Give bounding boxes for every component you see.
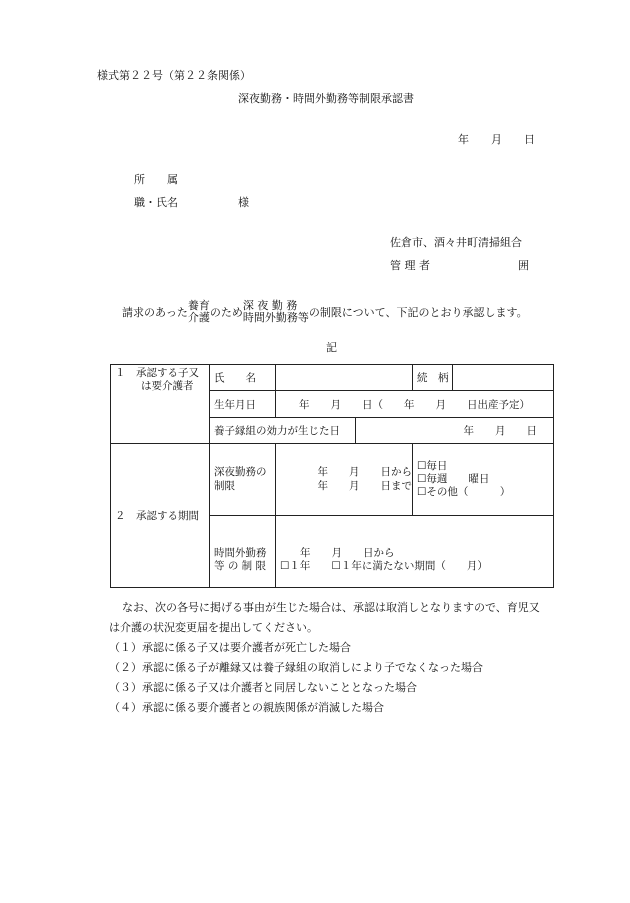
document-title: 深夜勤務・時間外勤務等制限承認書	[238, 92, 414, 105]
night-work-limit-label: 深夜勤務の 制限	[210, 444, 276, 516]
relation-field[interactable]	[453, 365, 554, 391]
table-row	[111, 444, 554, 516]
approval-table	[110, 364, 554, 588]
section2-label: ２ 承認する期間	[111, 444, 210, 588]
checkbox-daily[interactable]: ☐毎日	[417, 459, 448, 472]
night-work-period[interactable]: 年 月 日から 年 月 日まで	[276, 444, 413, 516]
care-type-options	[188, 300, 210, 324]
list-item: （３）承認に係る子又は介護者と同居しないこととなった場合	[109, 681, 417, 694]
seal-mark: 囲	[518, 259, 529, 272]
issuer-org: 佐倉市、酒々井町清掃組合	[390, 236, 522, 249]
checkbox-other[interactable]: ☐その他（ ）	[417, 486, 511, 499]
statement-pre: 請求のあった	[122, 305, 188, 319]
notes-intro-line2: は介護の状況変更届を提出してください。	[109, 621, 318, 634]
option-night-work: 深 夜 勤 務	[242, 299, 298, 312]
adoption-date-label: 養子縁組の効力が生じた日	[210, 418, 356, 444]
birth-date-label: 生年月日	[210, 391, 276, 418]
limit-type-options	[243, 300, 309, 324]
statement-post: の制限について、下記のとおり承認します。	[308, 305, 528, 319]
affiliation-label: 所 属	[134, 173, 178, 186]
overtime-limit-label: 時間外勤務 等 の 制 限	[210, 516, 276, 588]
checkbox-weekly[interactable]: ☐毎週 曜日	[417, 472, 490, 485]
relation-field-label: 続 柄	[413, 365, 453, 391]
approval-statement	[122, 300, 528, 324]
section1-label: １ 承認する子又 は要介護者	[111, 365, 210, 444]
form-id: 様式第２２号（第２２条関係）	[97, 69, 251, 82]
name-label: 職・氏名	[134, 196, 178, 209]
table-row	[111, 365, 554, 391]
option-childcare: 養育	[187, 299, 210, 312]
honorific: 様	[238, 196, 249, 209]
option-overtime: 時間外勤務等	[242, 311, 309, 325]
list-item: （４）承認に係る要介護者との親族関係が消滅した場合	[109, 701, 384, 714]
list-item: （１）承認に係る子又は要介護者が死亡した場合	[109, 641, 351, 654]
name-field-label: 氏 名	[210, 365, 276, 391]
option-nursing: 介護	[187, 311, 210, 325]
statement-mid: のため	[209, 305, 243, 319]
issue-date: 年 月 日	[458, 133, 535, 146]
list-item: （２）承認に係る子が離縁又は養子縁組の取消しにより子でなくなった場合	[109, 661, 483, 674]
ki-heading: 記	[326, 341, 337, 354]
birth-date-field[interactable]: 年 月 日（ 年 月 日出産予定）	[276, 391, 554, 418]
issuer-title: 管 理 者	[390, 259, 430, 272]
name-field[interactable]	[276, 365, 413, 391]
overtime-period[interactable]: 年 月 日から ☐１年 ☐１年に満たない期間（ 月）	[276, 516, 554, 588]
adoption-date-field[interactable]: 年 月 日	[356, 418, 554, 444]
night-work-frequency	[413, 444, 554, 516]
notes-intro-line1: なお、次の各号に掲げる事由が生じた場合は、承認は取消しとなりますので、育児又	[122, 601, 540, 614]
